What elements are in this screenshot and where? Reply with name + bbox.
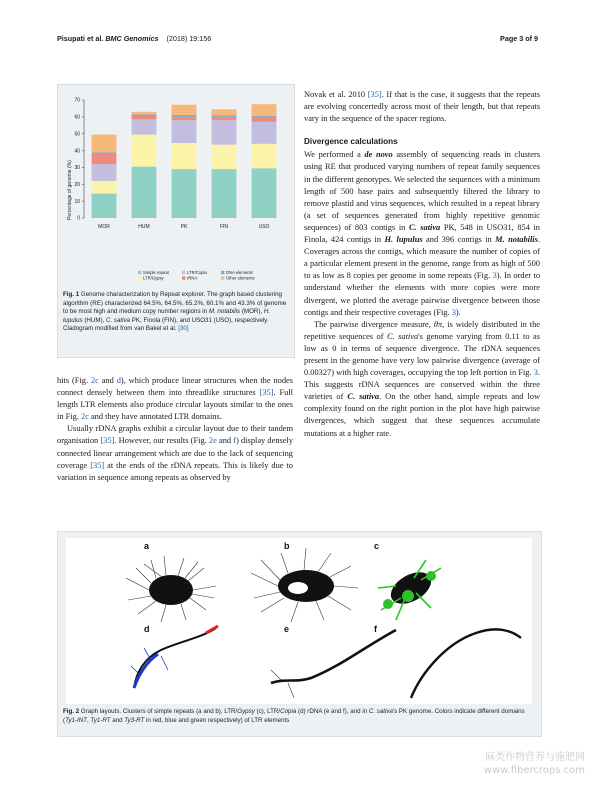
text: , is widely distributed in the repetitive sequences of <box>304 319 540 341</box>
text: ) display densely connected linear arrangement which are due to the lack of sequencing coverage <box>57 436 293 470</box>
figure-link[interactable]: 3 <box>533 368 538 378</box>
bar-segment <box>212 109 237 115</box>
legend-swatch <box>221 276 224 279</box>
x-tick-label: HUM <box>138 224 150 230</box>
chart-legend <box>138 270 255 281</box>
caption-text: (MOR), <box>240 308 264 316</box>
caption-term: Ty3-RT <box>124 716 145 724</box>
y-axis <box>74 98 84 222</box>
bar-segment <box>92 135 117 153</box>
caption-species: M. notabilis <box>208 308 241 316</box>
panel-c-graph <box>378 560 441 620</box>
left-column-text <box>57 375 293 484</box>
text: ). In order to understand whether the elements with more copies were more divergent, we plotted the average pairwise divergence between those contigs and their respective coverages (Fig. <box>304 271 541 317</box>
text: Usually rDNA graphs exhibit a circular layout due to their tandem organisation <box>57 424 293 446</box>
bar-segment <box>132 112 157 115</box>
y-tick-label: 0 <box>77 215 80 222</box>
citation-link[interactable]: [35] <box>90 460 105 470</box>
bar-segment <box>92 154 117 164</box>
header-citation: (2018) 19:156 <box>166 34 212 43</box>
bar-segment <box>212 115 237 117</box>
legend-entry: rRNA <box>187 275 198 281</box>
text: . This suggests rDNA sequences are conserved within the three varieties of <box>304 368 540 402</box>
paragraph <box>304 149 540 318</box>
bar-segment <box>172 120 197 143</box>
bar-segment <box>132 167 157 218</box>
citation-link[interactable]: [35] <box>100 436 115 446</box>
watermark-line-2: www.fibercrops.com <box>483 765 585 776</box>
caption-text: (HUM), <box>82 316 106 324</box>
bar-segment <box>252 168 277 218</box>
caption-text: PK, Finola (FIN), and USO31 (USO), respectively. Cladogram modified from van Bakel et al. <box>63 316 269 333</box>
x-tick-label: FIN <box>219 224 229 230</box>
bar-segment <box>252 116 277 118</box>
bar-segment <box>132 135 157 167</box>
caption-species: H. lupulus <box>63 308 271 324</box>
panel-label-b: b <box>284 541 290 551</box>
text: and <box>98 376 117 385</box>
paragraph <box>304 89 540 125</box>
panel-label-f: f <box>374 624 377 634</box>
bar-segment <box>92 152 117 154</box>
text: . Coverages across the contigs, which measure the number of copies of a particular element present in the genome, range from as high of 500 to as low as 8 copies per genome in some repeats (Fig. <box>304 235 540 281</box>
caption-text: (c), LTR/ <box>254 708 281 715</box>
y-tick-label: 10 <box>74 198 80 205</box>
figure-2-caption-label: Fig. 2 <box>63 708 80 715</box>
math-symbol: θπ <box>433 319 443 329</box>
legend-entry: DNA elements <box>226 270 253 275</box>
figure-1-caption-label: Fig. 1 <box>63 291 80 298</box>
bar-segment <box>132 116 157 119</box>
bar-segment <box>172 105 197 115</box>
y-tick-label: 40 <box>74 148 80 155</box>
figure-link[interactable]: f <box>233 436 237 446</box>
legend-swatch <box>182 276 185 279</box>
right-column-text <box>304 89 540 440</box>
bar-segment <box>252 118 277 122</box>
x-tick-label: MOR <box>98 224 110 230</box>
section-heading: Divergence calculations <box>304 137 398 147</box>
bar-segment <box>212 169 237 218</box>
figure-link[interactable]: d <box>116 376 121 385</box>
emphasis: de novo <box>364 150 393 160</box>
text: and 396 contigs in <box>422 235 496 245</box>
header-authors: Pisupati et al. <box>57 34 104 43</box>
bar-stack-group <box>92 104 277 218</box>
text: . Full length LTR elements also produce circular layouts similar to the ones in Fig. <box>57 388 294 422</box>
caption-text: Graph layouts. Clusters of simple repeats (a and b), LTR/ <box>79 708 238 715</box>
bar-segment <box>252 104 277 116</box>
figure-link[interactable]: 3 <box>451 307 456 317</box>
text: The pairwise divergence measure, <box>314 319 434 329</box>
species-name: C. sativa <box>347 392 380 402</box>
legend-entry: LTR/Gypsy <box>143 275 164 281</box>
text: ), which produce linear structures when the nodes connect densely between them into threadlike structures <box>57 376 293 398</box>
caption-species: C. sativa <box>105 316 131 324</box>
paragraph <box>304 319 540 440</box>
header-journal: BMC Genomics <box>105 34 159 43</box>
text: assembly of sequencing reads in clusters using RE that produced varying numbers of repeat family sequences in the different genotypes. We selected the sequences with a minimum length of 500 base pairs and subsequently filtered the library to remove plastid and virus sequences, which resulted in a repeat library (a set of sequences generated from highly repetitive genomic sequences) of 803 contigs in <box>304 150 541 232</box>
text: PK, 548 in USO31, 854 in Finola, 424 contigs in <box>304 222 540 245</box>
species-name: H. lupulus <box>384 235 423 245</box>
citation-link[interactable]: [35] <box>367 90 382 99</box>
bar-segment <box>252 144 277 168</box>
paragraph <box>57 375 293 423</box>
text: hits (Fig. <box>57 376 91 385</box>
bar-segment <box>212 117 237 120</box>
figure-1 <box>57 84 295 358</box>
panel-e-graph <box>271 630 396 698</box>
caption-text: (d) rDNA (e and f), and in <box>296 708 369 715</box>
species-name: C. sativa <box>386 331 419 341</box>
caption-text: 's PK genome. Colors indicate different domains ( <box>63 708 525 724</box>
bar-segment <box>212 145 237 169</box>
panel-label-a: a <box>144 541 150 551</box>
figure-1-stacked-bar-chart <box>58 85 294 290</box>
bar-segment <box>132 114 157 116</box>
watermark <box>484 751 585 777</box>
caption-text: , <box>86 716 91 724</box>
caption-text: and <box>110 716 125 724</box>
y-tick-label: 30 <box>74 165 80 172</box>
text: . If that is the case, it suggests that the repeats are evolving concertedly across most of their length, but that repeats vary in the sequence of the spacer regions. <box>304 90 540 124</box>
figure-2-caption <box>63 708 535 725</box>
caption-term: Gypsy <box>237 708 255 715</box>
x-tick-label: USO <box>258 224 270 230</box>
bar-segment <box>252 122 277 144</box>
y-tick-label: 70 <box>74 97 80 104</box>
y-tick-label: 60 <box>74 114 80 121</box>
figure-2 <box>57 531 542 737</box>
bar-segment <box>172 169 197 218</box>
citation-link[interactable]: [30] <box>178 325 189 333</box>
bar-segment <box>212 120 237 144</box>
caption-term: Ty1-INT <box>65 716 87 724</box>
watermark-line-1: 麻类作物营养与施肥网 <box>485 752 585 763</box>
text: We performed a <box>304 150 365 160</box>
legend-swatch <box>138 271 141 274</box>
x-tick-label: PK <box>180 224 188 230</box>
caption-text: Genome characterization by Repeat explorer. The graph based clustering algorithm (RE) characterized 64.5%, 64.5%, 65.2%, 60.1% and 43.3% of genome to be most high and medium copy number regions in <box>63 291 287 316</box>
text: . However, our results (Fig. <box>114 436 209 446</box>
caption-text: in red, blue and green respectively) of LTR elements <box>144 716 290 724</box>
figure-1-caption <box>63 291 289 334</box>
panel-label-e: e <box>284 624 290 634</box>
legend-swatch <box>182 271 185 274</box>
legend-entry: LTR/Copia <box>187 270 207 275</box>
bar-segment <box>172 115 197 117</box>
running-header-citation <box>57 34 211 43</box>
legend-swatch <box>221 271 224 274</box>
panel-label-d: d <box>144 624 150 634</box>
figure-link[interactable]: 2c <box>90 376 99 385</box>
panel-b-graph <box>251 548 358 622</box>
citation-link[interactable]: [35] <box>259 388 274 398</box>
legend-entry: Other elements <box>226 275 255 281</box>
text: . On the other hand, simple repeats and low complexity found on the right portion in the plot have high pairwise divergences, which suggest that these sequences accumulate mutations at a higher rate. <box>304 392 541 438</box>
legend-swatch <box>138 276 141 279</box>
x-axis-labels <box>98 224 269 230</box>
figure-link[interactable]: 3 <box>492 271 497 281</box>
panel-f-graph <box>411 629 521 698</box>
text: 's genome varying from 0.11 to as low as 0 in terms of sequence divergence. The rDNA sequences present in the genome have very low pairwise divergence (average of 0.00327) with high coverages, occupying the top left portion in Fig. <box>304 331 540 378</box>
species-name: M. notabilis <box>495 235 538 245</box>
species-name: C. sativa <box>408 222 441 232</box>
bar-segment <box>172 117 197 120</box>
caption-term: Ty1-RT <box>90 716 111 724</box>
legend-entry: Simple repeat <box>143 270 169 275</box>
bar-segment <box>92 164 117 181</box>
panel-a-graph <box>126 556 216 622</box>
panel-label-c: c <box>374 541 380 551</box>
text: Novak et al. 2010 <box>304 90 368 99</box>
paragraph <box>57 423 293 483</box>
y-tick-label: 20 <box>74 181 80 188</box>
bar-segment <box>132 119 157 134</box>
text: and <box>216 436 234 446</box>
bar-segment <box>92 194 117 218</box>
bar-segment <box>92 181 117 194</box>
figure-2-image <box>66 538 532 704</box>
y-axis-label: Percentage of genome (%) <box>67 160 73 220</box>
page-number: Page 3 of 9 <box>500 34 538 43</box>
text: ). <box>455 307 461 317</box>
text: and they have annotated LTR domains. <box>88 412 222 422</box>
y-tick-label: 50 <box>74 131 80 138</box>
graph-layouts-image <box>66 538 532 704</box>
figure-link[interactable]: 2e <box>208 436 217 446</box>
caption-term: Copia <box>280 708 297 715</box>
caption-species: C. sativa <box>368 708 393 715</box>
panel-d-graph <box>131 626 218 688</box>
text: at the ends of the rDNA repeats. This is likely due to variation in sequence among repeats as observed by <box>57 460 293 482</box>
bar-segment <box>172 143 197 169</box>
figure-link[interactable]: 2c <box>80 412 89 422</box>
